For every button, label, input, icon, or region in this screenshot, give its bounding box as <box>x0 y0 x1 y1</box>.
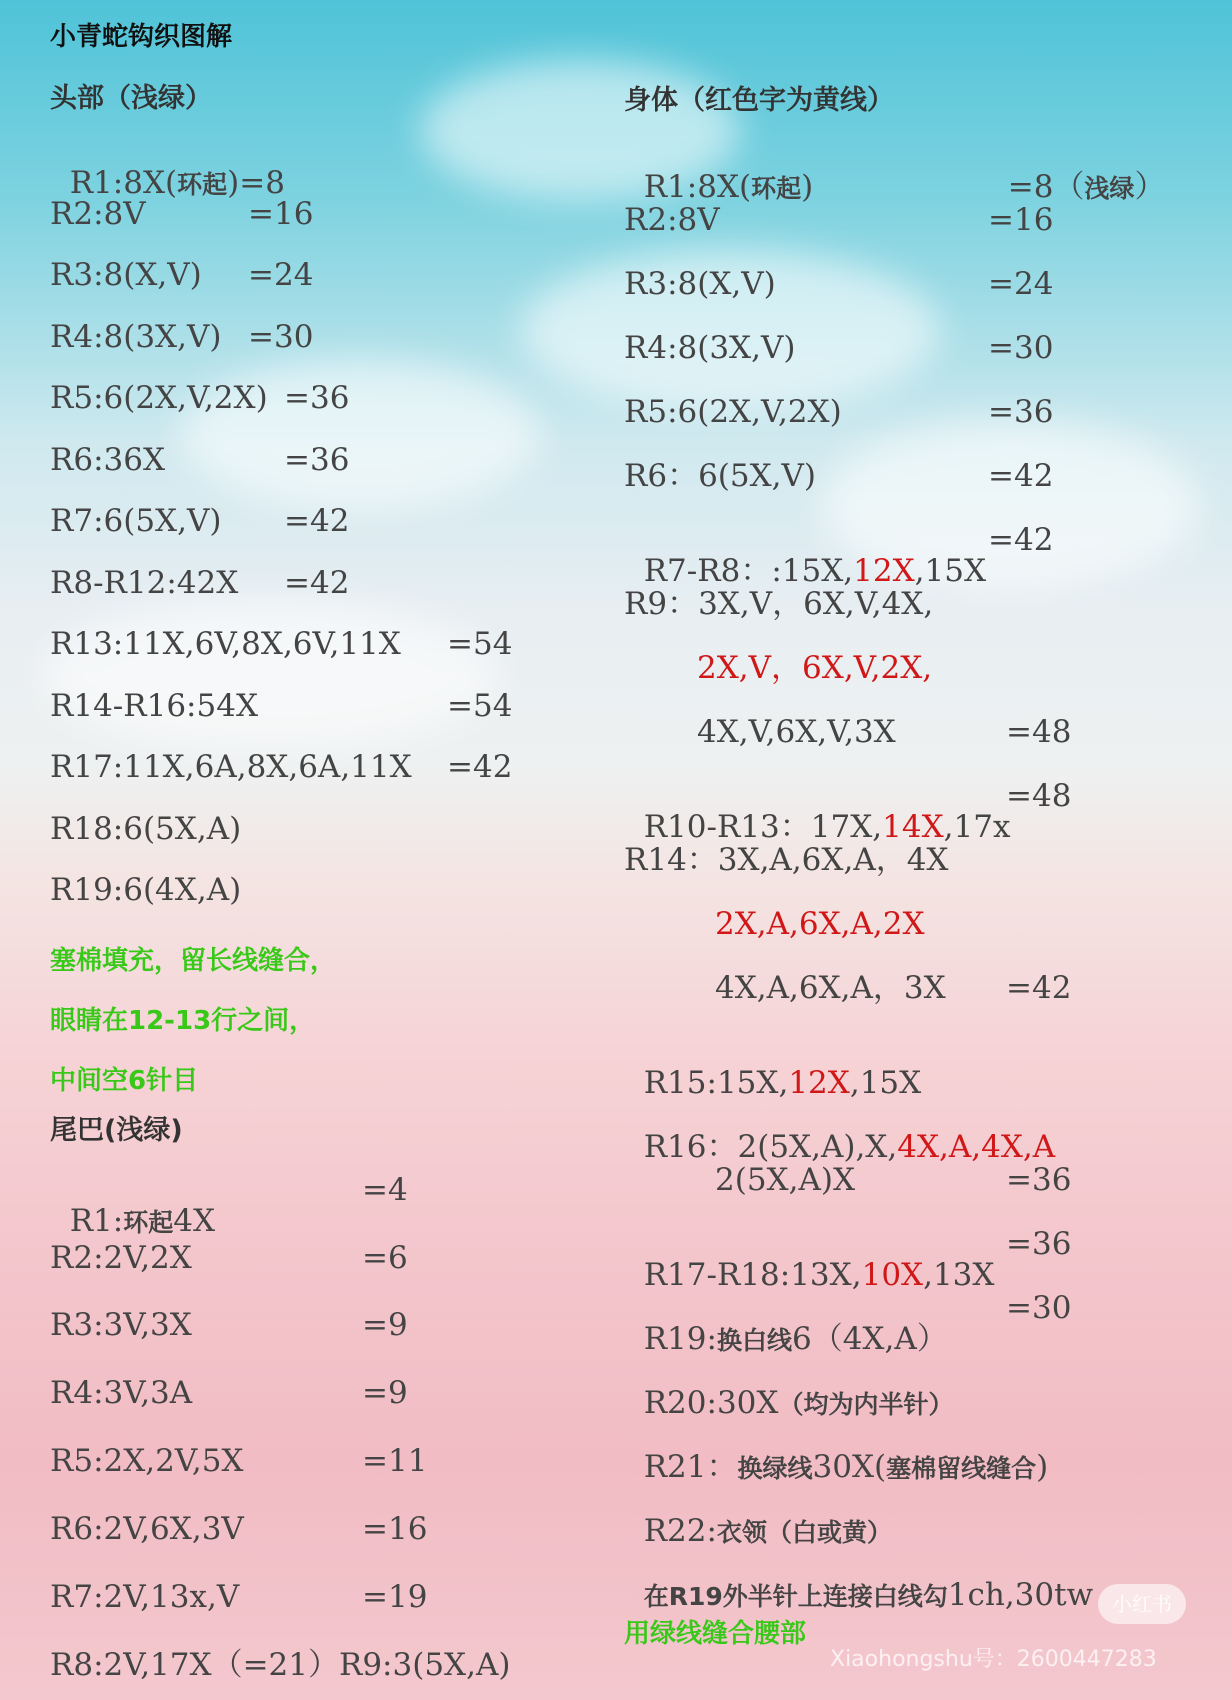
body-row-7-b: ,15X <box>914 553 987 589</box>
body-row-3-total: =24 <box>988 266 1054 302</box>
head-row-7-total: =42 <box>284 503 350 539</box>
tail-row-8: R8:2V,17X（=21）R9:3(5X,A) <box>50 1647 511 1683</box>
tail-row-1-total: =4 <box>362 1172 408 1208</box>
body-row-6-total: =42 <box>988 458 1054 494</box>
body-row-20 <box>624 1357 953 1419</box>
body-row-1-a: R1:8X( <box>643 169 752 205</box>
tail-row-3-total: =9 <box>362 1307 408 1343</box>
body-row-9c-total: =48 <box>1006 714 1072 750</box>
body-row-1-color: 浅绿 <box>1084 174 1135 203</box>
body-row-1-total <box>988 141 1165 203</box>
body-row-23-cjk: 在R19外半针上连接白线勾 <box>643 1582 948 1611</box>
body-row-16a-a: R16：2(5X,A),X, <box>643 1129 898 1165</box>
body-row-21-cjk: 换绿线 <box>737 1454 813 1483</box>
tail-row-1-cjk: 环起 <box>123 1208 174 1237</box>
head-row-7: R7:6(5X,V) <box>50 503 222 539</box>
body-row-2-total: =16 <box>988 202 1054 238</box>
tail-row-2: R2:2V,2X <box>50 1240 192 1276</box>
body-row-7 <box>624 525 986 587</box>
body-row-17-b: ,13X <box>923 1257 995 1293</box>
head-row-4-total: =30 <box>248 319 314 355</box>
head-row-2-total: =16 <box>248 196 314 232</box>
body-row-14c-total: =42 <box>1006 970 1072 1006</box>
body-row-5: R5:6(2X,V,2X) <box>624 394 842 430</box>
body-row-7-red: 12X <box>853 553 915 589</box>
body-row-10 <box>624 781 1010 843</box>
tail-row-7-total: =19 <box>362 1579 428 1615</box>
head-row-11-total: =42 <box>447 749 513 785</box>
body-row-14b: 2X,A,6X,A,2X <box>715 906 925 942</box>
tail-row-4-total: =9 <box>362 1375 408 1411</box>
body-note: 用绿线缝合腰部 <box>624 1619 807 1649</box>
head-row-11: R17:11X,6A,8X,6A,11X <box>50 749 412 785</box>
body-row-1-total-a: =8（ <box>1007 169 1085 205</box>
body-row-10-a: R10-R13：17X, <box>643 809 883 845</box>
tail-row-1 <box>50 1175 215 1237</box>
head-row-5: R5:6(2X,V,2X) <box>50 380 268 416</box>
page-title: 小青蛇钩织图解 <box>50 22 233 52</box>
body-row-16a <box>624 1101 1055 1163</box>
head-row-5-total: =36 <box>284 380 350 416</box>
body-row-3: R3:8(X,V) <box>624 266 776 302</box>
tail-row-1-b: 4X <box>173 1203 216 1239</box>
head-row-3: R3:8(X,V) <box>50 257 202 293</box>
body-row-15-b: ,15X <box>849 1065 922 1101</box>
body-row-21 <box>624 1421 1048 1483</box>
body-row-5-total: =36 <box>988 394 1054 430</box>
body-heading: 身体（红色字为黄线） <box>624 85 894 116</box>
tail-row-1-a: R1: <box>69 1203 124 1239</box>
body-row-9c: 4X,V,6X,V,3X <box>697 714 896 750</box>
body-row-1-cjk: 环起 <box>751 174 802 203</box>
head-row-1-a: R1:8X( <box>69 165 178 201</box>
body-row-16b-total: =36 <box>1006 1162 1072 1198</box>
body-row-7-a: R7-R8：:15X, <box>643 553 854 589</box>
body-row-17 <box>624 1229 994 1291</box>
body-row-19 <box>624 1293 948 1355</box>
body-row-19-a: R19: <box>643 1321 717 1357</box>
head-note-1: 塞棉填充，留长线缝合， <box>50 946 337 976</box>
body-row-1-end: ） <box>1134 169 1166 205</box>
head-row-10-total: =54 <box>447 688 513 724</box>
body-row-22-a: R22: <box>643 1513 717 1549</box>
body-row-15-red: 12X <box>788 1065 850 1101</box>
watermark: Xiaohongshu号：2600447283 <box>830 1647 1157 1672</box>
head-row-6: R6:36X <box>50 442 166 478</box>
head-row-8: R8-R12:42X <box>50 565 239 601</box>
body-row-10-red: 14X <box>882 809 944 845</box>
body-row-17-red: 10X <box>861 1257 924 1293</box>
body-row-9a: R9：3X,V，6X,V,4X, <box>624 586 934 622</box>
body-row-21-b: 30X( <box>812 1449 887 1485</box>
body-row-21-a: R21： <box>643 1449 738 1485</box>
body-row-4: R4:8(3X,V) <box>624 330 796 366</box>
tail-row-3: R3:3V,3X <box>50 1307 192 1343</box>
head-note-2: 眼睛在12-13行之间， <box>50 1006 316 1036</box>
body-row-23-b: 1ch,30tw <box>947 1577 1094 1613</box>
body-row-7-total: =42 <box>988 522 1054 558</box>
head-row-9: R13:11X,6V,8X,6V,11X <box>50 626 401 662</box>
body-row-10-b: ,17x <box>943 809 1011 845</box>
head-heading: 头部（浅绿） <box>50 83 212 114</box>
body-row-20-a: R20:30X <box>643 1385 779 1421</box>
body-row-2: R2:8V <box>624 202 720 238</box>
tail-row-5: R5:2X,2V,5X <box>50 1443 244 1479</box>
head-row-13: R19:6(4X,A) <box>50 872 242 908</box>
xiaohongshu-badge: 小红书 <box>1098 1584 1186 1624</box>
tail-row-6: R6:2V,6X,3V <box>50 1511 244 1547</box>
head-row-2: R2:8V <box>50 196 146 232</box>
body-row-22-cjk: 衣领（白或黄） <box>716 1518 892 1547</box>
body-row-15-a: R15:15X, <box>643 1065 789 1101</box>
body-row-15 <box>624 1037 921 1099</box>
body-row-19-total: =30 <box>1006 1290 1072 1326</box>
cloud-5 <box>40 600 500 750</box>
head-row-6-total: =36 <box>284 442 350 478</box>
body-row-19-b: 6（4X,A） <box>791 1321 948 1357</box>
head-row-1 <box>50 137 285 199</box>
head-row-1-cjk: 环起 <box>177 170 228 199</box>
body-row-17-a: R17-R18:13X, <box>643 1257 862 1293</box>
body-row-14c: 4X,A,6X,A，3X <box>715 970 946 1006</box>
body-row-19-cjk: 换白线 <box>716 1326 792 1355</box>
tail-heading: 尾巴(浅绿) <box>50 1115 183 1146</box>
body-row-21-c: ) <box>1036 1449 1049 1485</box>
tail-row-7: R7:2V,13x,V <box>50 1579 240 1615</box>
head-row-3-total: =24 <box>248 257 314 293</box>
body-row-16b: 2(5X,A)X <box>715 1162 856 1198</box>
body-row-9b: 2X,V，6X,V,2X, <box>697 650 933 686</box>
body-row-1 <box>624 141 813 203</box>
body-row-4-total: =30 <box>988 330 1054 366</box>
body-row-1-b: ) <box>801 169 814 205</box>
head-note-3: 中间空6针目 <box>50 1066 199 1096</box>
body-row-17-total: =36 <box>1006 1226 1072 1262</box>
tail-row-6-total: =16 <box>362 1511 428 1547</box>
tail-row-5-total: =11 <box>362 1443 428 1479</box>
body-row-6: R6：6(5X,V) <box>624 458 817 494</box>
tail-row-4: R4:3V,3A <box>50 1375 193 1411</box>
head-row-1-rest: )=8 <box>227 165 285 201</box>
head-row-12: R18:6(5X,A) <box>50 811 242 847</box>
body-row-22 <box>624 1485 892 1547</box>
body-row-20-cjk: （均为内半针） <box>778 1390 954 1419</box>
body-row-16a-red: 4X,A,4X,A <box>897 1129 1056 1165</box>
body-row-21-cjk2: 塞棉留线缝合 <box>886 1454 1037 1483</box>
body-row-23 <box>624 1549 1093 1611</box>
head-row-4: R4:8(3X,V) <box>50 319 222 355</box>
tail-row-2-total: =6 <box>362 1240 408 1276</box>
head-row-8-total: =42 <box>284 565 350 601</box>
body-row-10-total: =48 <box>1006 778 1072 814</box>
body-row-14a: R14：3X,A,6X,A，4X <box>624 842 949 878</box>
head-row-10: R14-R16:54X <box>50 688 259 724</box>
head-row-9-total: =54 <box>447 626 513 662</box>
